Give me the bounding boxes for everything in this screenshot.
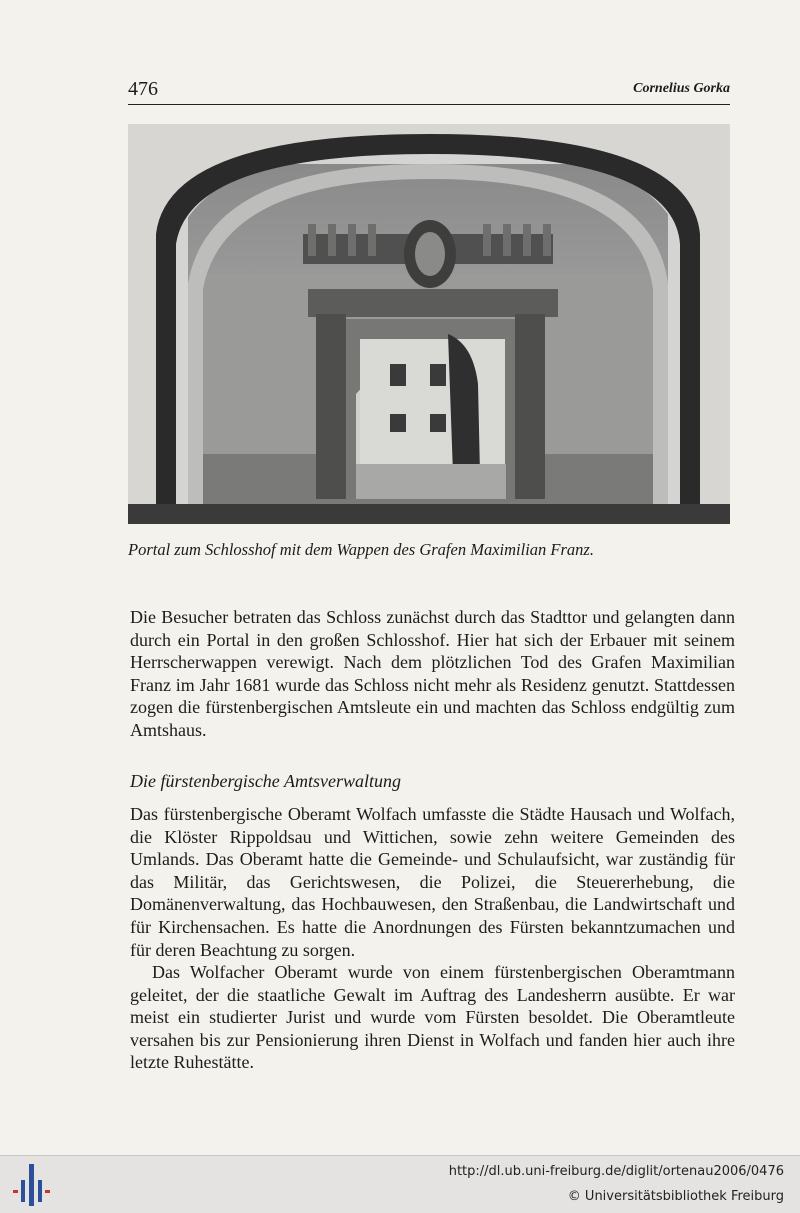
viewer-footer — [0, 1155, 800, 1213]
paragraph-oberamtmann: Das Wolfacher Oberamt wurde von einem fürstenbergischen Oberamtmann geleitet, der die staatliche Gewalt im Auftrag des Landesherrn ausübte. Er war meist ein studierter Jurist und wurde vom Fürsten besoldet. Die Oberamtleute versahen bis zur Pensionierung ihren Dienst in Wolfach und fanden hier auch ihre letzte Ruhestätte. — [130, 962, 735, 1073]
page-number: 476 — [128, 78, 158, 100]
portal-photograph — [128, 124, 730, 524]
library-logo-icon — [12, 1164, 52, 1206]
page-header — [128, 78, 730, 105]
permalink-url[interactable]: http://dl.ub.uni-freiburg.de/diglit/ortenau2006/0476 — [448, 1164, 784, 1179]
section-heading: Die fürstenbergische Amtsverwaltung — [130, 771, 401, 791]
paragraph-visitors: Die Besucher betraten das Schloss zunächst durch das Stadttor und gelangten dann durch ein Portal in den großen Schlosshof. Hier hat sich der Erbauer mit seinem Herrscherwappen verewigt. Nach dem plötzlichen Tod des Grafen Maximilian Franz im Jahr 1681 wurde das Schloss nicht mehr als Residenz genutzt. Stattdessen zogen die fürstenbergischen Amtsleute ein und machten das Schloss endgültig zum Amtshaus. — [130, 607, 735, 740]
copyright-notice: © Universitätsbibliothek Freiburg — [567, 1189, 784, 1204]
paragraph-oberamt: Das fürstenbergische Oberamt Wolfach umfasste die Städte Hausach und Wolfach, die Klöster Rippoldsau und Wittichen, sowie zehn weitere Gemeinden des Umlands. Das Oberamt hatte die Gemeinde- und Schulaufsicht, war zuständig für das Militär, das Gerichtswesen, die Polizei, die Steuererhebung, die Domänenverwaltung, das Hochbauwesen, den Straßenbau, die Landwirtschaft und für Kirchensachen. Es hatte die Anordnungen des Fürsten bekanntzumachen und für deren Beachtung zu sorgen. — [130, 804, 735, 960]
figure-caption: Portal zum Schlosshof mit dem Wappen des Grafen Maximilian Franz. — [128, 540, 594, 559]
running-head-author: Cornelius Gorka — [633, 81, 730, 96]
